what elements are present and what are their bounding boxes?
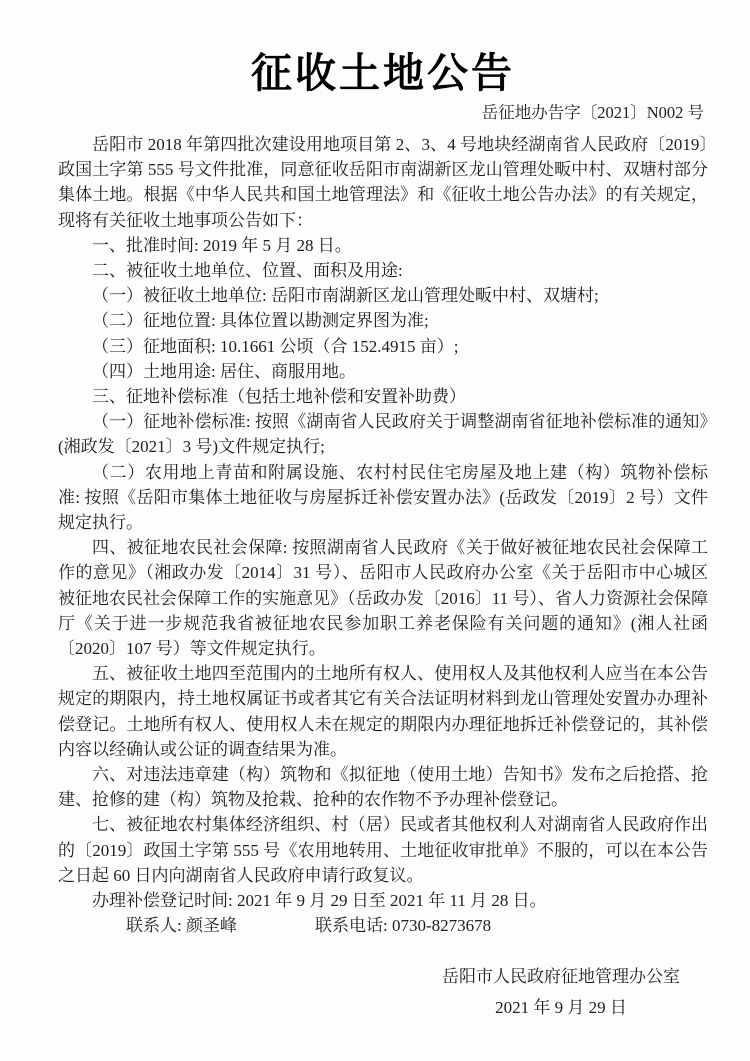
contact-person-label: 联系人: <box>126 916 186 936</box>
contact-line <box>58 913 708 938</box>
signature-block <box>58 961 708 1023</box>
issue-date: 2021 年 9 月 29 日 <box>495 997 627 1017</box>
announcement-body <box>58 132 708 913</box>
item-2-4-land-use: （四）土地用途: 居住、商服用地。 <box>92 361 356 381</box>
item-7-administrative-review: 七、被征地农村集体经济组织、村（居）民或者其他权利人对湖南省人民政府作出的〔2019〕政国土字第 555 号《农用地转用、土地征收审批单》不服的，可以在本公告之日起 60 日内向湖南省人民政府申请行政复议。 <box>58 815 708 885</box>
item-2-2-land-location: （二）征地位置: 具体位置以勘测定界图为准; <box>92 311 429 331</box>
item-2-land-overview: 二、被征收土地单位、位置、面积及用途: <box>92 261 403 281</box>
item-6-illegal-structures: 六、对违法违章建（构）筑物和《拟征地（使用土地）告知书》发布之后抢搭、抢建、抢修的建（构）筑物及抢栽、抢种的农作物不予办理补偿登记。 <box>58 765 708 810</box>
item-1-approval-time: 一、批准时间: 2019 年 5 月 28 日。 <box>92 235 352 255</box>
item-3-compensation-standard: 三、征地补偿标准（包括土地补偿和安置补助费） <box>92 387 466 407</box>
issuing-office: 岳阳市人民政府征地管理办公室 <box>442 966 680 986</box>
page-title: 征收土地公告 <box>251 50 515 96</box>
item-3-1-compensation-basis: （一）征地补偿标准: 按照《湖南省人民政府关于调整湖南省征地补偿标准的通知》(湘政发〔2021〕3 号)文件规定执行; <box>58 412 708 457</box>
contact-person-name: 颜圣峰 <box>185 916 237 936</box>
signature-inner <box>442 961 680 1023</box>
contact-phone-label: 联系电话: <box>315 916 392 936</box>
item-2-1-land-unit: （一）被征收土地单位: 岳阳市南湖新区龙山管理处畈中村、双塘村; <box>92 286 599 306</box>
contact-phone-number: 0730-8273678 <box>391 916 492 936</box>
document-number: 岳征地办告字〔2021〕N002 号 <box>481 103 704 122</box>
registration-period-line: 办理补偿登记时间: 2021 年 9 月 29 日至 2021 年 11 月 28 日。 <box>92 891 547 911</box>
item-4-social-security: 四、被征地农民社会保障: 按照湖南省人民政府《关于做好被征地农民社会保障工作的意见》（湘政办发〔2014〕31 号）、岳阳市人民政府办公室《关于岳阳市中心城区被征地农民社会保障工作的实施意见》（岳政办发〔2016〕11 号）、省人力资源社会保障厅《关于进一步规范我省被征地农民参加职工养老保险有关问题的通知》(湘人社函〔2020〕107 号）等文件规定执行。 <box>58 538 708 659</box>
item-2-3-land-area: （三）征地面积: 10.1661 公顷（合 152.4915 亩）; <box>92 336 459 356</box>
intro-paragraph: 岳阳市 2018 年第四批次建设用地项目第 2、3、4 号地块经湖南省人民政府〔2019〕政国土字第 555 号文件批准，同意征收岳阳市南湖新区龙山管理处畈中村、双塘村部分集体土地。根据《中华人民共和国土地管理法》和《征收土地公告办法》的有关规定，现将有关征收土地事项公告如下： <box>58 135 708 230</box>
item-3-2-structures-compensation: （二）农用地上青苗和附属设施、农村村民住宅房屋及地上建（构）筑物补偿标准: 按照《岳阳市集体土地征收与房屋拆迁补偿安置办法》(岳政发〔2019〕2 号）文件规定执行。 <box>58 462 708 533</box>
contact-person-pair <box>92 913 315 938</box>
item-5-registration-requirement: 五、被征收土地四至范围内的土地所有权人、使用权人及其他权利人应当在本公告规定的期限内，持土地权属证书或者其它有关合法证明材料到龙山管理处安置办办理补偿登记。土地所有权人、使用权人未在规定的期限内办理征地拆迁补偿登记的，其补偿内容以经确认或公证的调查结果为准。 <box>58 664 708 759</box>
